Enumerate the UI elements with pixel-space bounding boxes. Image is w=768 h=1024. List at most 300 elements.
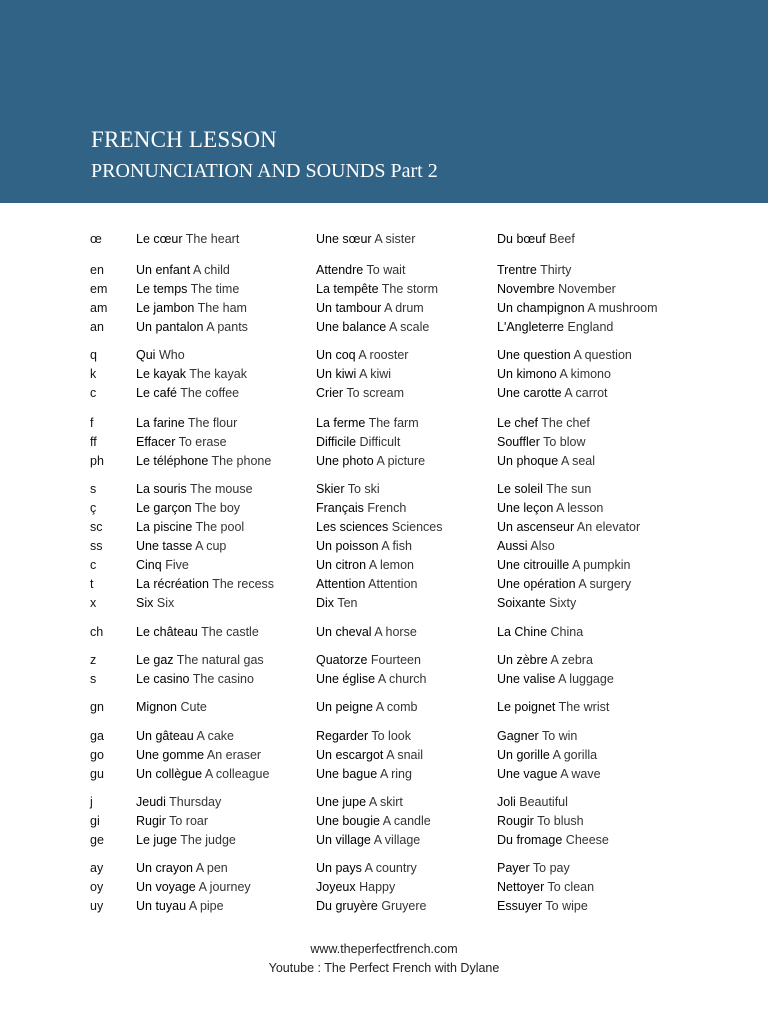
french-word: Une photo xyxy=(316,454,374,468)
example-cell xyxy=(316,261,405,280)
english-translation: A luggage xyxy=(558,672,614,686)
english-translation: The chef xyxy=(541,416,590,430)
english-translation: A cup xyxy=(195,539,227,553)
english-translation: Happy xyxy=(359,880,396,894)
example-cell xyxy=(316,793,403,812)
example-cell xyxy=(497,556,630,575)
french-word: Du fromage xyxy=(497,833,563,847)
french-word: Une question xyxy=(497,348,571,362)
footer-website: www.theperfectfrench.com xyxy=(310,942,458,956)
sound-label: ss xyxy=(90,539,103,553)
french-word: Essuyer xyxy=(497,899,543,913)
example-cell xyxy=(136,670,254,689)
french-word: Un escargot xyxy=(316,748,384,762)
english-translation: French xyxy=(367,501,407,515)
table-row xyxy=(0,812,768,831)
french-word: La tempête xyxy=(316,282,379,296)
sound-label: c xyxy=(90,558,97,572)
example-cell xyxy=(316,480,380,499)
example-cell xyxy=(316,414,419,433)
french-word: Nettoyer xyxy=(497,880,545,894)
sound-label: gi xyxy=(90,814,100,828)
english-translation: Fourteen xyxy=(370,653,421,667)
french-word: Un kimono xyxy=(497,367,557,381)
sound-label: z xyxy=(90,653,97,667)
example-cell xyxy=(316,433,400,452)
example-cell xyxy=(316,499,406,518)
english-translation: The castle xyxy=(201,625,259,639)
english-translation: A journey xyxy=(198,880,251,894)
french-word: Un champignon xyxy=(497,301,585,315)
french-word: Le kayak xyxy=(136,367,187,381)
english-translation: To pay xyxy=(532,861,570,875)
english-translation: The recess xyxy=(212,577,275,591)
english-translation: The wrist xyxy=(558,700,610,714)
example-cell xyxy=(316,318,429,337)
sound-label: ga xyxy=(90,729,104,743)
table-row xyxy=(0,261,768,280)
example-cell xyxy=(316,518,442,537)
french-word: Le café xyxy=(136,386,178,400)
example-cell xyxy=(497,651,593,670)
example-cell xyxy=(136,261,230,280)
french-word: Le casino xyxy=(136,672,190,686)
french-word: Trentre xyxy=(497,263,537,277)
english-translation: A colleague xyxy=(204,767,270,781)
french-word: Une valise xyxy=(497,672,556,686)
french-word: La ferme xyxy=(316,416,366,430)
french-word: Un crayon xyxy=(136,861,193,875)
french-word: La souris xyxy=(136,482,187,496)
table-row xyxy=(0,623,768,642)
french-word: Le soleil xyxy=(497,482,543,496)
sound-label: an xyxy=(90,320,104,334)
english-translation: The casino xyxy=(192,672,254,686)
sound-label: q xyxy=(90,348,97,362)
english-translation: The heart xyxy=(185,232,240,246)
english-translation: The mouse xyxy=(189,482,253,496)
example-cell xyxy=(136,433,227,452)
english-translation: A skirt xyxy=(368,795,403,809)
table-row xyxy=(0,793,768,812)
sound-label: am xyxy=(90,301,108,315)
table-row xyxy=(0,727,768,746)
sound-label: gu xyxy=(90,767,104,781)
english-translation: The kayak xyxy=(189,367,247,381)
english-translation: A pipe xyxy=(188,899,224,913)
sound-label: en xyxy=(90,263,104,277)
french-word: La piscine xyxy=(136,520,193,534)
french-word: Quatorze xyxy=(316,653,368,667)
english-translation: The boy xyxy=(194,501,241,515)
footer-youtube: Youtube : The Perfect French with Dylane xyxy=(268,961,500,975)
example-cell xyxy=(136,280,239,299)
example-cell xyxy=(497,452,595,471)
french-word: Une citrouille xyxy=(497,558,570,572)
english-translation: A pants xyxy=(206,320,248,334)
french-word: Français xyxy=(316,501,364,515)
example-cell xyxy=(497,230,575,249)
english-translation: The flour xyxy=(187,416,238,430)
example-cell xyxy=(316,698,417,717)
french-word: Un tambour xyxy=(316,301,382,315)
french-word: Un voyage xyxy=(136,880,196,894)
french-word: Le gaz xyxy=(136,653,174,667)
french-word: Regarder xyxy=(316,729,369,743)
lesson-subtitle: PRONUNCIATION AND SOUNDS Part 2 xyxy=(91,160,438,182)
example-cell xyxy=(497,878,594,897)
english-translation: A mushroom xyxy=(587,301,658,315)
french-word: Le château xyxy=(136,625,198,639)
example-cell xyxy=(136,765,269,784)
english-translation: A gorilla xyxy=(552,748,598,762)
example-cell xyxy=(316,230,415,249)
french-word: Une carotte xyxy=(497,386,562,400)
example-cell xyxy=(316,859,417,878)
english-translation: The sun xyxy=(546,482,592,496)
french-word: Un collègue xyxy=(136,767,203,781)
header-banner xyxy=(0,0,768,203)
english-translation: To blow xyxy=(543,435,586,449)
example-cell xyxy=(316,651,421,670)
english-translation: Sixty xyxy=(549,596,577,610)
example-cell xyxy=(136,793,221,812)
english-translation: To wait xyxy=(366,263,406,277)
example-cell xyxy=(316,575,417,594)
french-word: Les sciences xyxy=(316,520,389,534)
french-word: Le garçon xyxy=(136,501,192,515)
example-cell xyxy=(316,765,412,784)
english-translation: A seal xyxy=(560,454,596,468)
example-cell xyxy=(497,812,584,831)
example-cell xyxy=(136,346,185,365)
french-word: Le chef xyxy=(497,416,539,430)
example-cell xyxy=(497,594,576,613)
example-cell xyxy=(136,230,239,249)
example-cell xyxy=(316,727,411,746)
french-word: Le poignet xyxy=(497,700,556,714)
english-translation: Sciences xyxy=(391,520,443,534)
example-cell xyxy=(497,623,583,642)
example-cell xyxy=(497,499,603,518)
french-word: Une opération xyxy=(497,577,576,591)
english-translation: To ski xyxy=(347,482,380,496)
example-cell xyxy=(136,452,271,471)
example-cell xyxy=(497,346,632,365)
english-translation: An elevator xyxy=(576,520,641,534)
english-translation: A kimono xyxy=(559,367,611,381)
english-translation: Cheese xyxy=(565,833,609,847)
english-translation: A fish xyxy=(381,539,412,553)
english-translation: A ring xyxy=(379,767,412,781)
french-word: Souffler xyxy=(497,435,540,449)
french-word: Jeudi xyxy=(136,795,166,809)
english-translation: Difficult xyxy=(359,435,401,449)
example-cell xyxy=(136,897,224,916)
french-word: Un kiwi xyxy=(316,367,357,381)
example-cell xyxy=(316,299,424,318)
example-cell xyxy=(316,831,420,850)
sound-label: go xyxy=(90,748,104,762)
english-translation: A cake xyxy=(196,729,235,743)
example-cell xyxy=(497,384,608,403)
example-cell xyxy=(316,280,438,299)
example-cell xyxy=(136,299,247,318)
example-cell xyxy=(497,537,555,556)
english-translation: A scale xyxy=(389,320,430,334)
example-cell xyxy=(497,318,613,337)
english-translation: Thursday xyxy=(169,795,222,809)
example-cell xyxy=(136,537,226,556)
french-word: Qui xyxy=(136,348,156,362)
example-cell xyxy=(497,261,571,280)
english-translation: A wave xyxy=(560,767,601,781)
sound-label: ç xyxy=(90,501,97,515)
french-word: Une vague xyxy=(497,767,558,781)
table-row xyxy=(0,537,768,556)
table-row xyxy=(0,365,768,384)
french-word: Un coq xyxy=(316,348,356,362)
example-cell xyxy=(136,499,240,518)
french-word: Six xyxy=(136,596,154,610)
sound-label: c xyxy=(90,386,97,400)
french-word: Un pays xyxy=(316,861,362,875)
example-cell xyxy=(497,831,609,850)
french-word: Une bougie xyxy=(316,814,380,828)
french-word: Attendre xyxy=(316,263,364,277)
lesson-title: FRENCH LESSON xyxy=(91,127,277,152)
sound-label: ph xyxy=(90,454,104,468)
example-cell xyxy=(497,414,590,433)
example-cell xyxy=(136,414,237,433)
example-cell xyxy=(497,746,597,765)
french-word: Rugir xyxy=(136,814,166,828)
english-translation: Who xyxy=(158,348,185,362)
sound-label: ff xyxy=(90,435,97,449)
example-cell xyxy=(316,746,423,765)
table-row xyxy=(0,594,768,613)
french-word: Une église xyxy=(316,672,376,686)
english-translation: A pen xyxy=(195,861,228,875)
french-word: Un gorille xyxy=(497,748,550,762)
example-cell xyxy=(316,452,425,471)
english-translation: A question xyxy=(573,348,632,362)
english-translation: A country xyxy=(364,861,417,875)
english-translation: The judge xyxy=(180,833,236,847)
french-word: Le jambon xyxy=(136,301,195,315)
table-row xyxy=(0,414,768,433)
french-word: Un poisson xyxy=(316,539,379,553)
french-word: Une sœur xyxy=(316,232,372,246)
french-word: Dix xyxy=(316,596,335,610)
sound-label: sc xyxy=(90,520,103,534)
example-cell xyxy=(136,878,251,897)
french-word: Un pantalon xyxy=(136,320,204,334)
english-translation: The storm xyxy=(381,282,439,296)
french-word: Gagner xyxy=(497,729,539,743)
french-word: Skier xyxy=(316,482,345,496)
english-translation: A village xyxy=(373,833,421,847)
english-translation: A carrot xyxy=(564,386,608,400)
sound-label: j xyxy=(90,795,93,809)
french-word: Attention xyxy=(316,577,366,591)
french-word: La Chine xyxy=(497,625,548,639)
english-translation: A rooster xyxy=(358,348,409,362)
example-cell xyxy=(497,280,616,299)
english-translation: A sister xyxy=(374,232,416,246)
french-word: Difficile xyxy=(316,435,357,449)
sound-label: ay xyxy=(90,861,104,875)
english-translation: The phone xyxy=(211,454,272,468)
example-cell xyxy=(136,812,208,831)
sound-label: œ xyxy=(90,232,102,246)
english-translation: To scream xyxy=(346,386,404,400)
example-cell xyxy=(136,365,247,384)
french-word: Un tuyau xyxy=(136,899,187,913)
example-cell xyxy=(136,698,207,717)
french-word: Une bague xyxy=(316,767,378,781)
french-word: Du bœuf xyxy=(497,232,546,246)
english-translation: The coffee xyxy=(180,386,240,400)
table-row xyxy=(0,518,768,537)
example-cell xyxy=(316,346,408,365)
french-word: Effacer xyxy=(136,435,176,449)
french-word: Rougir xyxy=(497,814,534,828)
english-translation: A zebra xyxy=(550,653,593,667)
example-cell xyxy=(136,480,253,499)
english-translation: A church xyxy=(377,672,427,686)
english-translation: The time xyxy=(190,282,240,296)
french-word: Mignon xyxy=(136,700,177,714)
english-translation: To win xyxy=(541,729,578,743)
table-row xyxy=(0,670,768,689)
sound-label: f xyxy=(90,416,94,430)
english-translation: Beef xyxy=(549,232,575,246)
sound-label: oy xyxy=(90,880,104,894)
example-cell xyxy=(497,299,658,318)
french-word: Un cheval xyxy=(316,625,372,639)
example-cell xyxy=(497,698,609,717)
english-translation: A drum xyxy=(384,301,424,315)
french-word: Soixante xyxy=(497,596,546,610)
example-cell xyxy=(136,594,174,613)
french-word: Un gâteau xyxy=(136,729,194,743)
sound-label: uy xyxy=(90,899,104,913)
english-translation: The pool xyxy=(195,520,245,534)
french-word: Le téléphone xyxy=(136,454,209,468)
french-word: Cinq xyxy=(136,558,162,572)
table-row xyxy=(0,897,768,916)
english-translation: Cute xyxy=(180,700,207,714)
table-row xyxy=(0,859,768,878)
table-row xyxy=(0,452,768,471)
english-translation: England xyxy=(567,320,614,334)
example-cell xyxy=(497,670,614,689)
table-row xyxy=(0,499,768,518)
sound-label: s xyxy=(90,482,97,496)
example-cell xyxy=(316,897,426,916)
english-translation: A lemon xyxy=(368,558,414,572)
english-translation: The ham xyxy=(197,301,247,315)
example-cell xyxy=(316,594,357,613)
french-word: Une jupe xyxy=(316,795,367,809)
table-row xyxy=(0,831,768,850)
french-word: Un enfant xyxy=(136,263,191,277)
sound-label: x xyxy=(90,596,97,610)
french-word: Le juge xyxy=(136,833,178,847)
english-translation: To look xyxy=(371,729,411,743)
french-word: Joyeux xyxy=(316,880,356,894)
example-cell xyxy=(316,384,404,403)
example-cell xyxy=(136,518,244,537)
english-translation: A candle xyxy=(382,814,431,828)
table-row xyxy=(0,318,768,337)
french-word: Le cœur xyxy=(136,232,183,246)
table-row xyxy=(0,651,768,670)
french-word: Une balance xyxy=(316,320,387,334)
table-row xyxy=(0,384,768,403)
english-translation: Five xyxy=(165,558,189,572)
table-row xyxy=(0,556,768,575)
sound-label: s xyxy=(90,672,97,686)
table-row xyxy=(0,346,768,365)
table-row xyxy=(0,480,768,499)
english-translation: A kiwi xyxy=(359,367,392,381)
example-cell xyxy=(316,812,431,831)
example-cell xyxy=(136,859,228,878)
english-translation: Attention xyxy=(368,577,418,591)
english-translation: To blush xyxy=(537,814,584,828)
english-translation: The farm xyxy=(368,416,419,430)
sound-label: ch xyxy=(90,625,104,639)
example-cell xyxy=(316,556,414,575)
english-translation: Thirty xyxy=(540,263,572,277)
english-translation: Ten xyxy=(337,596,358,610)
example-cell xyxy=(136,746,261,765)
french-word: La récréation xyxy=(136,577,209,591)
sound-label: k xyxy=(90,367,97,381)
example-cell xyxy=(136,575,274,594)
sound-label: t xyxy=(90,577,94,591)
english-translation: November xyxy=(558,282,616,296)
english-translation: To clean xyxy=(547,880,595,894)
example-cell xyxy=(136,651,264,670)
sound-label: ge xyxy=(90,833,104,847)
french-word: Joli xyxy=(497,795,516,809)
example-cell xyxy=(316,670,427,689)
example-cell xyxy=(497,365,611,384)
sound-label: gn xyxy=(90,700,104,714)
english-translation: Six xyxy=(156,596,175,610)
english-translation: To wipe xyxy=(545,899,588,913)
french-word: Crier xyxy=(316,386,344,400)
example-cell xyxy=(497,433,586,452)
table-row xyxy=(0,878,768,897)
english-translation: To erase xyxy=(178,435,227,449)
french-word: Aussi xyxy=(497,539,528,553)
french-word: Un citron xyxy=(316,558,367,572)
example-cell xyxy=(497,480,591,499)
table-row xyxy=(0,746,768,765)
english-translation: A child xyxy=(193,263,230,277)
english-translation: A lesson xyxy=(556,501,604,515)
example-cell xyxy=(136,556,189,575)
french-word: L'Angleterre xyxy=(497,320,565,334)
example-cell xyxy=(497,727,577,746)
french-word: Un zèbre xyxy=(497,653,548,667)
french-word: Une gomme xyxy=(136,748,205,762)
example-cell xyxy=(497,859,570,878)
